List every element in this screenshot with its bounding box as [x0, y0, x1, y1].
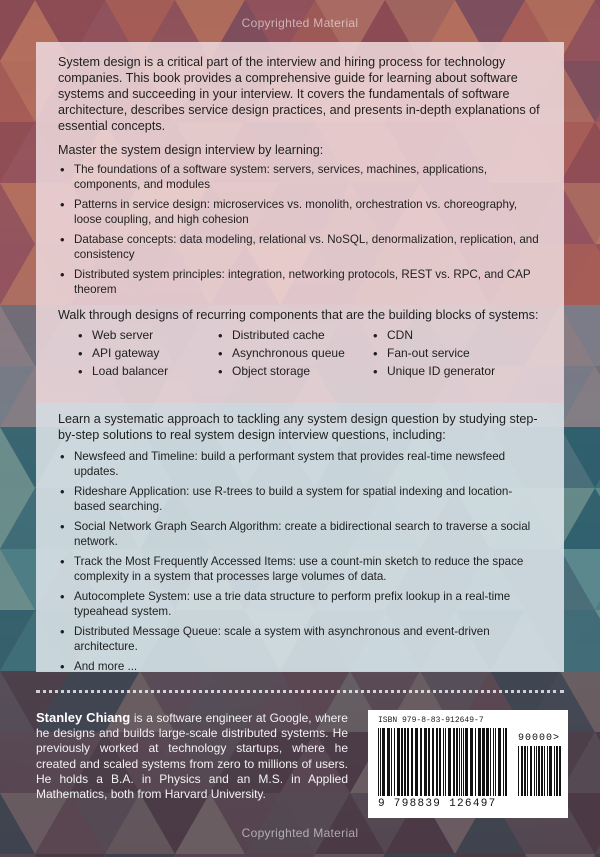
list-item: • Track the Most Frequently Accessed Items: use a count-min sketch to reduce the space complexity in a system that processes large volumes of data. — [58, 554, 542, 584]
price-barcode — [518, 746, 562, 796]
component-item: • Fan-out service — [373, 345, 533, 362]
solutions-panel — [36, 403, 564, 672]
list-item: • The foundations of a software system: servers, services, machines, applications, components, and modules — [58, 162, 542, 192]
author-bio-text: is a software engineer at Google, where he designs and builds large-scale distributed systems. He previously worked at technology startups, where he created and scaled systems from zero to millions of users. He holds a B.A. in Physics and an M.S. in Applied Mathematics, both from Harvard University. — [36, 711, 348, 802]
list-item: • Rideshare Application: use R-trees to build a system for spatial indexing and location-based searching. — [58, 484, 542, 514]
author-name: Stanley Chiang — [36, 710, 131, 725]
component-item: • Web server — [78, 327, 218, 344]
isbn-text: ISBN 979-8-83-912649-7 — [378, 716, 484, 725]
master-lead: Master the system design interview by learning: — [58, 143, 324, 157]
description-panel — [36, 42, 564, 403]
barcode-box — [368, 710, 568, 818]
author-bio — [36, 710, 348, 802]
list-item: • Database concepts: data modeling, relational vs. NoSQL, denormalization, replication, and consistency — [58, 232, 542, 262]
learn-list — [58, 449, 542, 674]
list-item: • And more ... — [58, 659, 542, 674]
component-item: • Load balancer — [78, 363, 218, 380]
component-item: • API gateway — [78, 345, 218, 362]
copyright-watermark-bottom: Copyrighted Material — [241, 826, 359, 840]
list-item: • Social Network Graph Search Algorithm: create a bidirectional search to traverse a social network. — [58, 519, 542, 549]
component-item: • Distributed cache — [218, 327, 373, 344]
list-item: • Distributed Message Queue: scale a system with asynchronous and event-driven architecture. — [58, 624, 542, 654]
isbn-barcode — [378, 728, 510, 796]
components-grid — [78, 327, 542, 380]
barcode-number: 9 798839 126497 — [378, 798, 497, 810]
component-item: • CDN — [373, 327, 533, 344]
list-item: • Autocomplete System: use a trie data structure to perform prefix lookup in a real-time typeahead system. — [58, 589, 542, 619]
intro-paragraph: System design is a critical part of the interview and hiring process for technology companies. This book provides a comprehensive guide for learning about software systems and succeeding in your interview. It covers the fundamentals of software architecture, describes service design practices, and presents in-depth explanations of essential concepts. — [58, 55, 540, 133]
component-item: • Object storage — [218, 363, 373, 380]
component-item: • Unique ID generator — [373, 363, 533, 380]
learn-lead: Learn a systematic approach to tackling any system design question by studying step-by-step solutions to real system design interview questions, including: — [58, 412, 538, 442]
dotted-divider — [36, 690, 564, 693]
list-item: • Patterns in service design: microservices vs. monolith, orchestration vs. choreography, loose coupling, and high cohesion — [58, 197, 542, 227]
list-item: • Newsfeed and Timeline: build a performant system that provides real-time newsfeed updates. — [58, 449, 542, 479]
component-item: • Asynchronous queue — [218, 345, 373, 362]
walk-lead: Walk through designs of recurring components that are the building blocks of systems: — [58, 308, 539, 322]
master-list — [58, 162, 542, 297]
price-code: 90000> — [518, 733, 561, 744]
copyright-watermark-top: Copyrighted Material — [241, 16, 359, 30]
list-item: • Distributed system principles: integration, networking protocols, REST vs. RPC, and CAP theorem — [58, 267, 542, 297]
